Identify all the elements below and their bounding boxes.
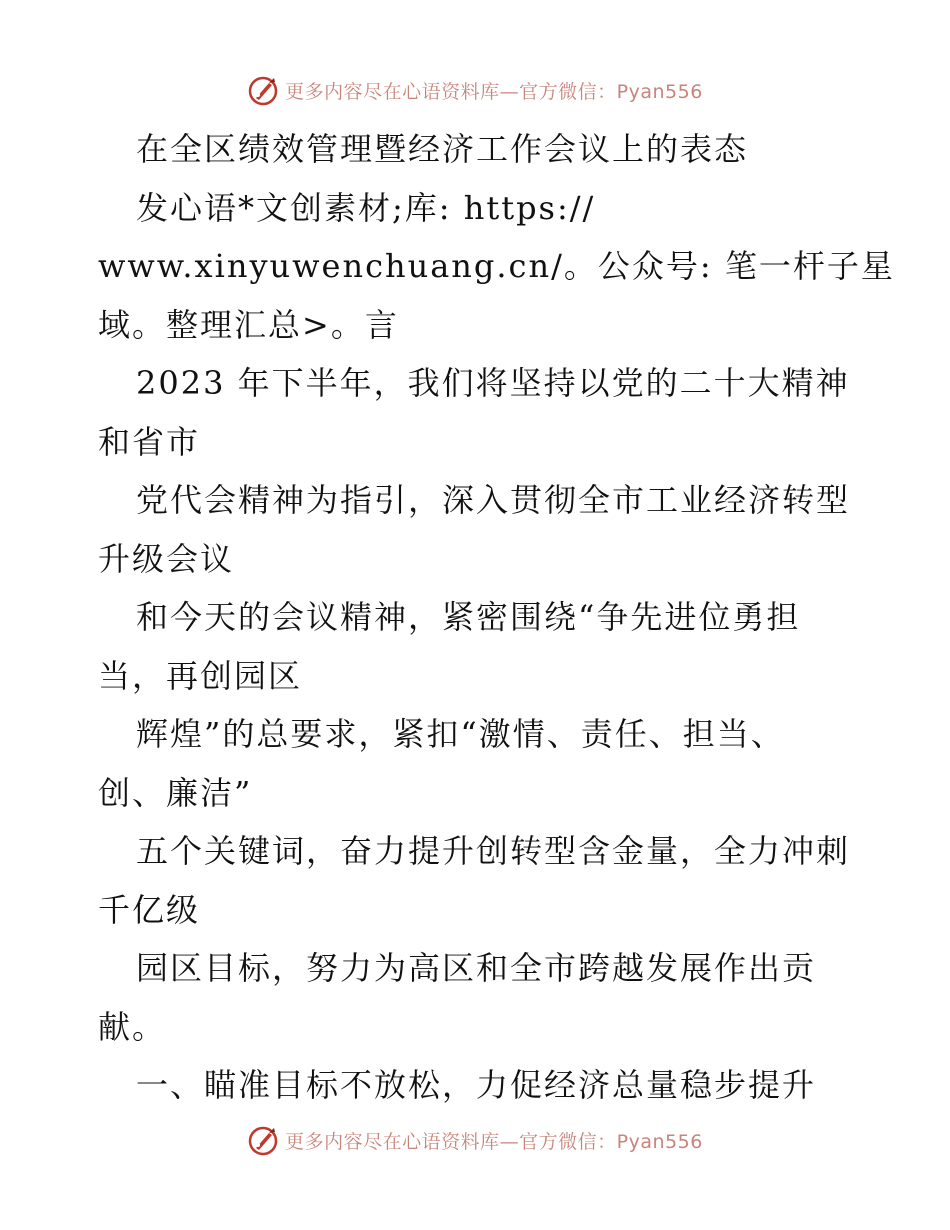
paragraph-line: 创、廉洁”	[98, 773, 253, 812]
paragraph-line: 党代会精神为指引，深入贯彻全市工业经济转型	[136, 481, 851, 519]
paragraph-line: www.xinyuwenchuang.cn/。公众号: 笔一杆子星	[98, 247, 895, 285]
paragraph-line: 辉煌”的总要求，紧扣“激情、责任、担当、	[136, 715, 785, 753]
paragraph-line: 发心语*文创素材;库: https://	[136, 188, 596, 227]
paragraph-line: 千亿级	[98, 890, 201, 929]
paragraph-line: 2023 年下半年，我们将坚持以党的二十大精神	[136, 364, 850, 402]
header-watermark	[0, 70, 950, 110]
red-quill-logo-icon	[247, 1124, 279, 1156]
document-body	[98, 120, 895, 1115]
paragraph-line: 域。整理汇总>。言	[98, 305, 399, 344]
paragraph-line: 和省市	[98, 422, 201, 461]
red-quill-logo-icon	[247, 74, 279, 106]
footer-watermark	[0, 1120, 950, 1160]
watermark-text: 更多内容尽在心语资料库—官方微信：Pyan556	[285, 1130, 703, 1153]
watermark-text: 更多内容尽在心语资料库—官方微信：Pyan556	[285, 80, 703, 103]
document-title: 在全区绩效管理暨经济工作会议上的表态	[136, 130, 749, 168]
section-heading: 一、瞄准目标不放松，力促经济总量稳步提升	[136, 1066, 817, 1104]
paragraph-line: 升级会议	[98, 539, 235, 578]
paragraph-line: 当，再创园区	[98, 656, 303, 695]
paragraph-line: 和今天的会议精神，紧密围绕“争先进位勇担	[136, 598, 801, 636]
paragraph-line: 献。	[98, 1007, 167, 1046]
paragraph-line: 园区目标，努力为高区和全市跨越发展作出贡	[136, 949, 817, 987]
paragraph-line: 五个关键词，奋力提升创转型含金量，全力冲刺	[136, 832, 851, 870]
